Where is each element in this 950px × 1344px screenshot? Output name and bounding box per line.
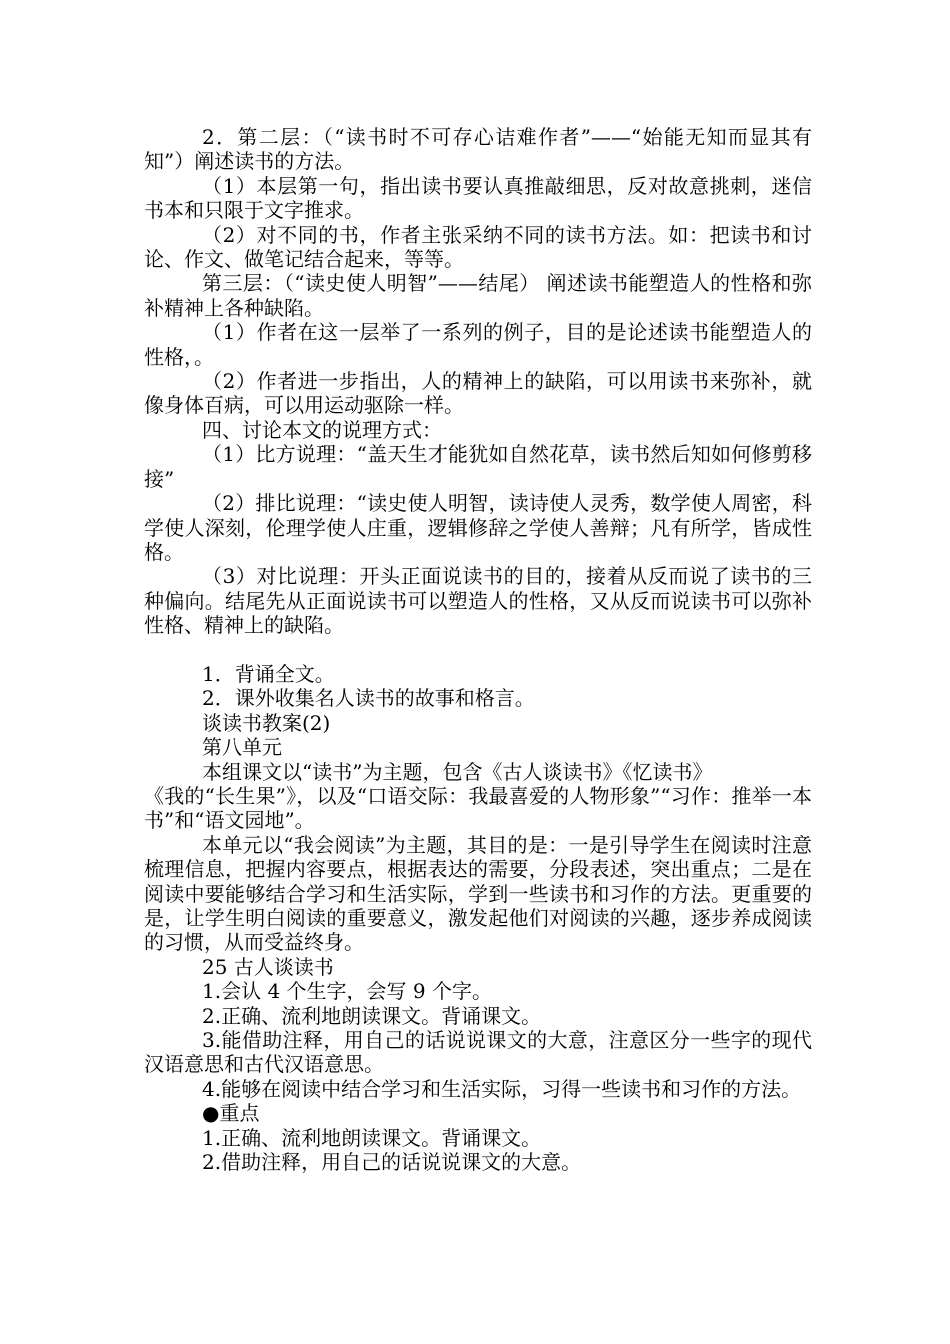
paragraph-key-point1: 1.正确、流利地朗读课文。背诵课文。 [202,1125,542,1150]
paragraph-lesson25-title: 25 古人谈读书 [202,954,334,979]
document-body [144,125,812,1174]
paragraph-unit-intro1: 本组课文以“读书”为主题，包含《古人谈读书》《忆读书》 [202,759,713,784]
paragraph-section4-heading: 四、讨论本文的说理方式： [202,417,442,442]
paragraph-goal3: 3.能借助注释，用自己的话说说课文的大意，注意区分一些字的现代汉语意思和古代汉语意思。 [144,1028,812,1077]
paragraph-analogy: （1）比方说理：“盖天生才能犹如自然花草，读书然后知如何修剪移接” [144,442,812,491]
paragraph-layer3-point2: （2）作者进一步指出，人的精神上的缺陷，可以用读书来弥补，就像身体百病，可以用运动驱除一样。 [144,369,812,418]
paragraph-goal2: 2.正确、流利地朗读课文。背诵课文。 [202,1003,542,1028]
paragraph-unit-intro2: 本单元以“我会阅读”为主题，其目的是：一是引导学生在阅读时注意梳理信息，把握内容要点，根据表达的需要，分段表述，突出重点；二是在阅读中要能够结合学习和生活实际，学到一些读书和习作的方法。更重要的是，让学生明白阅读的重要意义，激发起他们对阅读的兴趣，逐步养成阅读的习惯，从而受益终身。 [144,832,812,955]
paragraph-unit-intro1-cont: 《我的“长生果”》，以及“口语交际：我最喜爱的人物形象”“习作：推举一本书”和“语文园地”。 [144,783,812,833]
paragraph-layer2-point2: （2）对不同的书，作者主张采纳不同的读书方法。如：把读书和讨论、作文、做笔记结合起来，等等。 [144,222,812,272]
paragraph-homework1: 1．背诵全文。 [202,661,335,686]
paragraph-key-point2: 2.借助注释，用自己的话说说课文的大意。 [202,1150,582,1175]
paragraph-unit-title: 第八单元 [202,735,282,760]
paragraph-parallelism: （2）排比说理：“读史使人明智，读诗使人灵秀，数学使人周密，科学使人深刻，伦理学使人庄重，逻辑修辞之学使人善辩；凡有所学，皆成性格。 [144,491,812,564]
blank-line [144,638,812,662]
paragraph-lesson-title: 谈读书教案(2) [202,710,331,735]
paragraph-layer2-point1: （1）本层第一句，指出读书要认真推敲细思，反对故意挑刺，迷信书本和只限于文字推求。 [144,173,812,223]
paragraph-key-points-heading: ●重点 [202,1101,260,1126]
paragraph-homework2: 2．课外收集名人读书的故事和格言。 [202,686,535,711]
paragraph-layer2-heading: 2．第二层：（“读书时不可存心诘难作者”——“始能无知而显其有知”）阐述读书的方法。 [144,125,812,174]
paragraph-layer3-heading: 第三层：（“读史使人明智”——结尾） 阐述读书能塑造人的性格和弥补精神上各种缺陷。 [144,271,812,320]
paragraph-layer3-point1: （1）作者在这一层举了一系列的例子，目的是论述读书能塑造人的性格，。 [144,320,812,369]
paragraph-goal4: 4.能够在阅读中结合学习和生活实际，习得一些读书和习作的方法。 [202,1076,802,1101]
paragraph-goal1: 1.会认 4 个生字，会写 9 个字。 [202,979,492,1004]
paragraph-contrast: （3）对比说理：开头正面说读书的目的，接着从反而说了读书的三种偏向。结尾先从正面说读书可以塑造人的性格，又从反而说读书可以弥补性格、精神上的缺陷。 [144,564,812,638]
